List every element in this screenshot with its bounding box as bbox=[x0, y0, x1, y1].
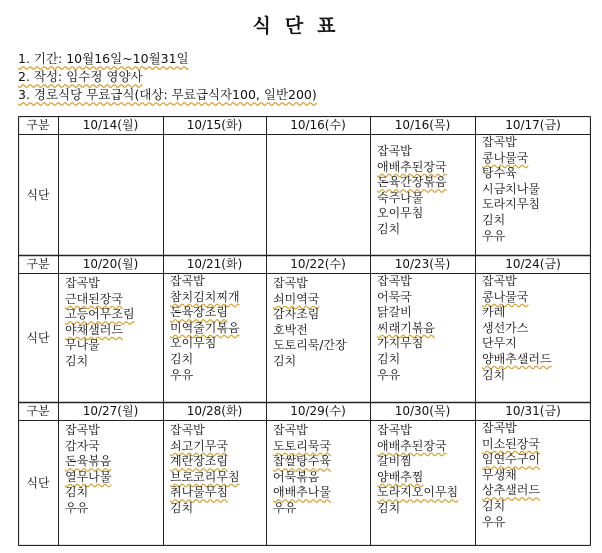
menu-item: 잡곡밥 bbox=[482, 135, 517, 149]
date-header: 10/29(수) bbox=[290, 404, 346, 418]
menu-item-line bbox=[377, 501, 458, 517]
menu-item-line bbox=[377, 144, 447, 160]
menu-item: 생선가스 bbox=[482, 320, 529, 335]
menu-item: 김치 bbox=[482, 367, 506, 382]
menu-item: 양배추찜 bbox=[377, 469, 424, 484]
menu-item-line bbox=[482, 336, 552, 352]
menu-item: 감자조림 bbox=[273, 307, 320, 322]
menu-item-line bbox=[65, 439, 111, 455]
menu-item-line bbox=[377, 160, 447, 176]
menu-item-line bbox=[273, 501, 331, 517]
menu-item: 도토리묵국 bbox=[273, 438, 331, 453]
info-target: 3. 경로식당 무료급식(대상: 무료급식자100, 일반200) bbox=[18, 87, 317, 102]
menu-item: 돈육간장볶음 bbox=[377, 175, 447, 190]
date-header: 10/24(금) bbox=[505, 257, 561, 271]
menu-item: 쇠미역국 bbox=[273, 291, 320, 306]
menu-item: 김치 bbox=[65, 353, 89, 368]
menu-item: 김치 bbox=[482, 212, 506, 227]
row-label: 식단 bbox=[26, 187, 50, 202]
date-header: 10/16(수) bbox=[290, 118, 346, 132]
menu-item: 잡곡밥 bbox=[482, 274, 517, 288]
menu-item-line bbox=[170, 352, 240, 368]
menu-item: 잡곡밥 bbox=[482, 421, 517, 435]
menu-item-line bbox=[377, 290, 435, 306]
menu-item-line bbox=[65, 354, 135, 370]
menu-item-line bbox=[170, 423, 240, 439]
menu-item-line bbox=[273, 485, 331, 501]
menu-item: 시금치나물 bbox=[482, 181, 540, 196]
menu-item: 김치 bbox=[377, 221, 401, 236]
menu-item-line bbox=[377, 423, 458, 439]
menu-cell bbox=[170, 274, 240, 383]
menu-item-line bbox=[482, 274, 552, 290]
menu-item: 잡곡밥 bbox=[65, 276, 100, 290]
menu-cell bbox=[482, 421, 540, 530]
menu-item: 김치 bbox=[482, 498, 506, 513]
menu-item-line bbox=[273, 276, 347, 292]
info-list bbox=[18, 50, 317, 104]
menu-item-line bbox=[65, 276, 135, 292]
menu-cell bbox=[273, 423, 331, 517]
menu-item: 찹쌀탕수육 bbox=[273, 454, 331, 469]
menu-item: 우유 bbox=[170, 367, 194, 382]
menu-item: 무생채 bbox=[482, 467, 517, 482]
menu-item: 김치 bbox=[377, 500, 401, 515]
menu-item: 우유 bbox=[273, 500, 297, 515]
row-label: 식단 bbox=[26, 330, 50, 345]
menu-item: 잡곡밥 bbox=[377, 274, 412, 288]
menu-item: 씨래기볶음 bbox=[377, 320, 435, 335]
menu-table bbox=[18, 116, 591, 546]
menu-item: 참치김치찌개 bbox=[170, 289, 240, 304]
menu-item-line bbox=[377, 485, 458, 501]
menu-item-line bbox=[273, 323, 347, 339]
menu-cell bbox=[273, 276, 347, 370]
menu-item: 잡곡밥 bbox=[273, 423, 308, 437]
date-header: 10/15(화) bbox=[186, 118, 243, 132]
menu-cell bbox=[65, 423, 111, 517]
menu-item-line bbox=[482, 483, 540, 499]
menu-item-line bbox=[170, 368, 240, 384]
menu-item-line bbox=[65, 454, 111, 470]
menu-item: 잡곡밥 bbox=[273, 276, 308, 290]
date-header: 10/21(화) bbox=[186, 257, 243, 271]
menu-item-line bbox=[273, 470, 331, 486]
header-label: 구분 bbox=[26, 404, 50, 418]
menu-item: 잡곡밥 bbox=[170, 423, 205, 437]
row-label: 식단 bbox=[26, 476, 50, 490]
menu-item-line bbox=[377, 274, 435, 290]
menu-item: 김치 bbox=[65, 485, 89, 500]
date-header: 10/23(목) bbox=[394, 257, 451, 271]
menu-item: 상추샐러드 bbox=[482, 483, 540, 498]
menu-item: 애배추된장국 bbox=[377, 159, 447, 174]
menu-item: 갈비찜 bbox=[377, 454, 412, 469]
menu-item: 미소된장국 bbox=[482, 436, 540, 451]
menu-item-line bbox=[377, 368, 435, 384]
menu-item: 어묵볶음 bbox=[273, 469, 320, 484]
menu-item: 우유 bbox=[377, 367, 401, 382]
menu-item: 브로코리무침 bbox=[170, 469, 240, 484]
menu-item-line bbox=[482, 305, 552, 321]
menu-item-line bbox=[273, 423, 331, 439]
menu-item-line bbox=[273, 454, 331, 470]
menu-item: 우유 bbox=[482, 514, 506, 529]
menu-item-line bbox=[377, 352, 435, 368]
menu-item: 김치 bbox=[170, 500, 194, 515]
menu-item: 돈육장조림 bbox=[170, 305, 228, 320]
info-author: 2. 작성: 임수정 영양사 bbox=[18, 69, 143, 84]
menu-item: 콩나물국 bbox=[482, 289, 529, 304]
menu-cell bbox=[65, 276, 135, 370]
menu-cell bbox=[377, 144, 447, 238]
menu-item-line bbox=[482, 352, 552, 368]
info-period: 1. 기간: 10월16일~10월31일 bbox=[18, 51, 189, 66]
menu-item: 오이무침 bbox=[170, 336, 217, 351]
menu-item-line bbox=[377, 321, 435, 337]
menu-item-line bbox=[170, 454, 240, 470]
menu-item-line bbox=[65, 470, 111, 486]
menu-item-line bbox=[482, 213, 540, 229]
menu-item-line bbox=[482, 135, 540, 151]
menu-item: 우유 bbox=[482, 228, 506, 243]
menu-item: 김치 bbox=[273, 353, 297, 368]
menu-item-line bbox=[482, 468, 540, 484]
menu-item-line bbox=[482, 182, 540, 198]
menu-item: 카레 bbox=[482, 305, 506, 320]
menu-item-line bbox=[65, 323, 135, 339]
menu-item: 잡곡밥 bbox=[65, 423, 100, 437]
menu-item-line bbox=[170, 336, 240, 352]
date-header: 10/14(월) bbox=[82, 118, 139, 132]
menu-item-line bbox=[65, 292, 135, 308]
menu-item-line bbox=[170, 470, 240, 486]
header-label: 구분 bbox=[26, 118, 50, 132]
menu-item-line bbox=[377, 439, 458, 455]
menu-item: 잡곡밥 bbox=[377, 144, 412, 158]
menu-item-line bbox=[377, 222, 447, 238]
menu-cell bbox=[377, 423, 458, 517]
menu-item-line bbox=[482, 452, 540, 468]
menu-item: 김치 bbox=[170, 351, 194, 366]
menu-item-line bbox=[482, 197, 540, 213]
menu-item: 탕수육 bbox=[482, 166, 517, 181]
menu-item-line bbox=[273, 338, 347, 354]
menu-item-line bbox=[482, 499, 540, 515]
menu-item-line bbox=[273, 292, 347, 308]
menu-item: 닭갈비 bbox=[377, 305, 412, 320]
date-header: 10/28(화) bbox=[186, 404, 243, 418]
menu-item: 돈육볶음 bbox=[65, 454, 112, 469]
menu-item: 우유 bbox=[65, 500, 89, 515]
menu-item-line bbox=[170, 290, 240, 306]
menu-cell bbox=[170, 423, 240, 517]
menu-item-line bbox=[377, 336, 435, 352]
menu-item: 무나물 bbox=[65, 338, 100, 353]
menu-item-line bbox=[65, 307, 135, 323]
menu-cell bbox=[482, 135, 540, 244]
menu-item: 고등어무조림 bbox=[65, 307, 135, 322]
menu-item-line bbox=[170, 321, 240, 337]
menu-item: 어묵국 bbox=[377, 289, 412, 304]
menu-item-line bbox=[482, 421, 540, 437]
menu-item-line bbox=[482, 151, 540, 167]
menu-item-line bbox=[65, 423, 111, 439]
menu-item: 콩나물국 bbox=[482, 150, 529, 165]
menu-item-line bbox=[170, 501, 240, 517]
date-header: 10/16(목) bbox=[394, 118, 451, 132]
menu-item-line bbox=[377, 191, 447, 207]
menu-item-line bbox=[65, 501, 111, 517]
menu-item-line bbox=[65, 485, 111, 501]
menu-item: 야채샐러드 bbox=[65, 322, 123, 337]
menu-item-line bbox=[377, 206, 447, 222]
menu-item: 단무지 bbox=[482, 336, 517, 351]
menu-item-line bbox=[273, 307, 347, 323]
menu-item-line bbox=[170, 305, 240, 321]
menu-item-line bbox=[377, 305, 435, 321]
menu-item: 잡곡밥 bbox=[377, 423, 412, 437]
menu-item-line bbox=[170, 274, 240, 290]
menu-cell bbox=[482, 274, 552, 383]
date-header: 10/22(수) bbox=[290, 257, 346, 271]
menu-item: 열무나물 bbox=[65, 469, 112, 484]
menu-item-line bbox=[482, 437, 540, 453]
menu-item: 취나물무침 bbox=[170, 485, 228, 500]
menu-item: 도라지무침 bbox=[482, 197, 540, 212]
menu-item-line bbox=[170, 485, 240, 501]
menu-item: 미역줄기볶음 bbox=[170, 320, 240, 335]
menu-item: 도토리묵/간장 bbox=[273, 338, 347, 353]
menu-item-line bbox=[377, 175, 447, 191]
menu-item: 호박전 bbox=[273, 322, 308, 337]
menu-item: 숙주나물 bbox=[377, 190, 424, 205]
menu-item-line bbox=[482, 321, 552, 337]
menu-item: 잡곡밥 bbox=[170, 274, 205, 288]
menu-item: 가지무침 bbox=[377, 336, 424, 351]
menu-item-line bbox=[170, 439, 240, 455]
menu-cell bbox=[377, 274, 435, 383]
menu-item: 오이무침 bbox=[377, 206, 424, 221]
menu-item: 임연수구이 bbox=[482, 452, 540, 467]
menu-item-line bbox=[482, 368, 552, 384]
menu-item-line bbox=[377, 454, 458, 470]
date-header: 10/20(월) bbox=[82, 257, 139, 271]
menu-item: 감자국 bbox=[65, 438, 100, 453]
menu-item: 도라지오이무침 bbox=[377, 485, 459, 500]
menu-item-line bbox=[273, 439, 331, 455]
menu-item-line bbox=[273, 354, 347, 370]
date-header: 10/17(금) bbox=[505, 118, 561, 132]
page-title: 식단표 bbox=[252, 15, 350, 37]
menu-item-line bbox=[482, 515, 540, 531]
menu-item: 쇠고기무국 bbox=[170, 438, 228, 453]
menu-item-line bbox=[482, 229, 540, 245]
menu-item: 김치 bbox=[377, 351, 401, 366]
menu-item-line bbox=[377, 470, 458, 486]
date-header: 10/30(목) bbox=[394, 404, 451, 418]
date-header: 10/27(월) bbox=[82, 404, 139, 418]
menu-item: 애배추나물 bbox=[273, 485, 331, 500]
menu-item-line bbox=[65, 338, 135, 354]
date-header: 10/31(금) bbox=[505, 404, 561, 418]
menu-item: 근대된장국 bbox=[65, 291, 123, 306]
header-label: 구분 bbox=[26, 257, 50, 271]
menu-item-line bbox=[482, 290, 552, 306]
menu-item-line bbox=[482, 166, 540, 182]
menu-item: 애배추된장국 bbox=[377, 438, 447, 453]
menu-item: 계란장조림 bbox=[170, 454, 228, 469]
menu-item: 양배추샐러드 bbox=[482, 351, 552, 366]
